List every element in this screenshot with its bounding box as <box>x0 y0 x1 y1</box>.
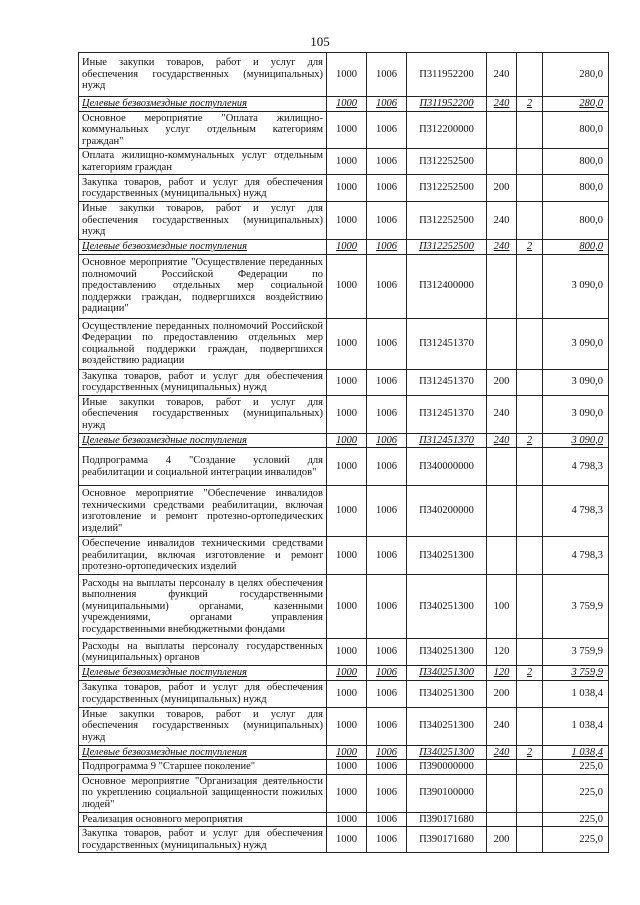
cell-section: 1000 <box>327 448 367 486</box>
table-row <box>79 149 609 175</box>
cell-amount: 3 090,0 <box>543 433 609 448</box>
cell-expense-type: 120 <box>487 666 517 681</box>
cell-expense-type <box>487 774 517 812</box>
cell-source <box>517 202 543 240</box>
cell-amount: 225,0 <box>543 827 609 853</box>
cell-expense-type: 240 <box>487 745 517 760</box>
cell-expense-type <box>487 448 517 486</box>
cell-subsection: 1006 <box>367 149 407 175</box>
cell-source <box>517 760 543 775</box>
cell-source <box>517 707 543 745</box>
cell-amount: 800,0 <box>543 240 609 255</box>
cell-subsection: 1006 <box>367 433 407 448</box>
cell-section: 1000 <box>327 707 367 745</box>
cell-amount: 800,0 <box>543 202 609 240</box>
cell-source <box>517 149 543 175</box>
cell-target-article: П340251300 <box>407 537 487 575</box>
cell-target-article: П312252500 <box>407 202 487 240</box>
table-row <box>79 537 609 575</box>
cell-section: 1000 <box>327 680 367 707</box>
cell-source: 2 <box>517 666 543 681</box>
cell-expense-type: 240 <box>487 433 517 448</box>
table-row <box>79 486 609 537</box>
cell-target-article: П312451370 <box>407 369 487 395</box>
cell-expense-type: 200 <box>487 369 517 395</box>
cell-source <box>517 575 543 639</box>
cell-section: 1000 <box>327 53 367 97</box>
cell-name: Иные закупки товаров, работ и услуг для обеспечения государственных (муниципальных) нужд <box>79 395 327 433</box>
budget-table-body <box>79 53 609 853</box>
cell-target-article: П340251300 <box>407 666 487 681</box>
cell-expense-type <box>487 111 517 149</box>
cell-source: 2 <box>517 433 543 448</box>
cell-subsection: 1006 <box>367 97 407 112</box>
table-row-grant <box>79 240 609 255</box>
cell-name: Целевые безвозмездные поступления <box>79 433 327 448</box>
cell-amount: 225,0 <box>543 760 609 775</box>
cell-amount: 225,0 <box>543 812 609 827</box>
cell-subsection: 1006 <box>367 639 407 666</box>
cell-subsection: 1006 <box>367 318 407 369</box>
cell-source: 2 <box>517 745 543 760</box>
cell-subsection: 1006 <box>367 537 407 575</box>
cell-expense-type: 240 <box>487 53 517 97</box>
table-row-grant <box>79 97 609 112</box>
cell-target-article: П340000000 <box>407 448 487 486</box>
cell-name: Иные закупки товаров, работ и услуг для обеспечения государственных (муниципальных) нужд <box>79 53 327 97</box>
cell-expense-type: 240 <box>487 707 517 745</box>
table-row-grant <box>79 666 609 681</box>
cell-section: 1000 <box>327 760 367 775</box>
cell-section: 1000 <box>327 149 367 175</box>
cell-amount: 800,0 <box>543 111 609 149</box>
cell-section: 1000 <box>327 486 367 537</box>
cell-subsection: 1006 <box>367 395 407 433</box>
cell-section: 1000 <box>327 318 367 369</box>
cell-source <box>517 254 543 318</box>
cell-subsection: 1006 <box>367 240 407 255</box>
cell-name: Иные закупки товаров, работ и услуг для обеспечения государственных (муниципальных) нужд <box>79 202 327 240</box>
cell-section: 1000 <box>327 774 367 812</box>
cell-target-article: П311952200 <box>407 53 487 97</box>
cell-expense-type <box>487 149 517 175</box>
cell-section: 1000 <box>327 202 367 240</box>
cell-name: Расходы на выплаты персоналу в целях обеспечения выполнения функций государственными (муниципальными) органами, казенными учреждениями, органами управления государственными внебюджетными фондами <box>79 575 327 639</box>
cell-target-article: П312252500 <box>407 149 487 175</box>
cell-section: 1000 <box>327 111 367 149</box>
cell-amount: 225,0 <box>543 774 609 812</box>
cell-amount: 1 038,4 <box>543 680 609 707</box>
cell-name: Подпрограмма 9 "Старшее поколение" <box>79 760 327 775</box>
cell-expense-type <box>487 812 517 827</box>
cell-subsection: 1006 <box>367 745 407 760</box>
cell-amount: 3 090,0 <box>543 254 609 318</box>
cell-subsection: 1006 <box>367 202 407 240</box>
cell-source <box>517 448 543 486</box>
cell-target-article: П340251300 <box>407 680 487 707</box>
cell-target-article: П390171680 <box>407 827 487 853</box>
cell-name: Подпрограмма 4 "Создание условий для реабилитации и социальной интеграции инвалидов" <box>79 448 327 486</box>
table-row <box>79 369 609 395</box>
cell-name: Целевые безвозмездные поступления <box>79 666 327 681</box>
cell-name: Целевые безвозмездные поступления <box>79 240 327 255</box>
cell-section: 1000 <box>327 240 367 255</box>
cell-name: Закупка товаров, работ и услуг для обеспечения государственных (муниципальных) нужд <box>79 369 327 395</box>
cell-source <box>517 486 543 537</box>
cell-subsection: 1006 <box>367 680 407 707</box>
table-row <box>79 448 609 486</box>
cell-amount: 280,0 <box>543 53 609 97</box>
table-row-grant <box>79 433 609 448</box>
cell-amount: 3 090,0 <box>543 318 609 369</box>
table-row <box>79 202 609 240</box>
cell-name: Основное мероприятие "Оплата жилищно-коммунальных услуг отдельным категориям граждан" <box>79 111 327 149</box>
cell-source <box>517 111 543 149</box>
cell-amount: 3 090,0 <box>543 369 609 395</box>
cell-expense-type <box>487 486 517 537</box>
cell-subsection: 1006 <box>367 175 407 202</box>
cell-section: 1000 <box>327 745 367 760</box>
cell-source <box>517 827 543 853</box>
cell-amount: 3 759,9 <box>543 639 609 666</box>
cell-amount: 3 090,0 <box>543 395 609 433</box>
table-row <box>79 680 609 707</box>
cell-source: 2 <box>517 97 543 112</box>
cell-name: Обеспечение инвалидов техническими средствами реабилитации, включая изготовление и ремонт протезно-ортопедических изделий <box>79 537 327 575</box>
cell-amount: 4 798,3 <box>543 537 609 575</box>
cell-target-article: П340200000 <box>407 486 487 537</box>
cell-subsection: 1006 <box>367 774 407 812</box>
cell-subsection: 1006 <box>367 254 407 318</box>
cell-source <box>517 175 543 202</box>
cell-name: Расходы на выплаты персоналу государственных (муниципальных) органов <box>79 639 327 666</box>
cell-section: 1000 <box>327 827 367 853</box>
cell-name: Закупка товаров, работ и услуг для обеспечения государственных (муниципальных) нужд <box>79 680 327 707</box>
cell-source <box>517 639 543 666</box>
cell-subsection: 1006 <box>367 812 407 827</box>
cell-expense-type: 240 <box>487 395 517 433</box>
cell-target-article: П340251300 <box>407 745 487 760</box>
table-row <box>79 639 609 666</box>
cell-section: 1000 <box>327 433 367 448</box>
cell-source <box>517 318 543 369</box>
cell-amount: 800,0 <box>543 149 609 175</box>
cell-subsection: 1006 <box>367 827 407 853</box>
cell-subsection: 1006 <box>367 707 407 745</box>
cell-expense-type: 100 <box>487 575 517 639</box>
table-row <box>79 175 609 202</box>
page-number: 105 <box>310 34 330 49</box>
table-row <box>79 575 609 639</box>
cell-expense-type: 240 <box>487 240 517 255</box>
cell-target-article: П312252500 <box>407 175 487 202</box>
cell-amount: 800,0 <box>543 175 609 202</box>
table-row <box>79 774 609 812</box>
cell-amount: 4 798,3 <box>543 448 609 486</box>
cell-target-article: П312451370 <box>407 433 487 448</box>
table-row <box>79 111 609 149</box>
cell-section: 1000 <box>327 666 367 681</box>
cell-section: 1000 <box>327 97 367 112</box>
cell-subsection: 1006 <box>367 111 407 149</box>
cell-source <box>517 680 543 707</box>
cell-source <box>517 537 543 575</box>
cell-expense-type: 200 <box>487 175 517 202</box>
cell-source <box>517 53 543 97</box>
cell-name: Закупка товаров, работ и услуг для обеспечения государственных (муниципальных) нужд <box>79 175 327 202</box>
cell-expense-type <box>487 537 517 575</box>
cell-section: 1000 <box>327 175 367 202</box>
cell-target-article: П390100000 <box>407 774 487 812</box>
cell-target-article: П312400000 <box>407 254 487 318</box>
table-row <box>79 812 609 827</box>
cell-subsection: 1006 <box>367 666 407 681</box>
cell-name: Закупка товаров, работ и услуг для обеспечения государственных (муниципальных) нужд <box>79 827 327 853</box>
table-row <box>79 827 609 853</box>
cell-name: Целевые безвозмездные поступления <box>79 745 327 760</box>
cell-name: Целевые безвозмездные поступления <box>79 97 327 112</box>
table-row <box>79 395 609 433</box>
cell-amount: 3 759,9 <box>543 575 609 639</box>
cell-expense-type: 200 <box>487 827 517 853</box>
cell-target-article: П340251300 <box>407 575 487 639</box>
cell-section: 1000 <box>327 254 367 318</box>
cell-name: Иные закупки товаров, работ и услуг для обеспечения государственных (муниципальных) нужд <box>79 707 327 745</box>
cell-section: 1000 <box>327 575 367 639</box>
cell-amount: 1 038,4 <box>543 707 609 745</box>
cell-subsection: 1006 <box>367 486 407 537</box>
cell-section: 1000 <box>327 395 367 433</box>
cell-subsection: 1006 <box>367 575 407 639</box>
cell-section: 1000 <box>327 812 367 827</box>
cell-subsection: 1006 <box>367 448 407 486</box>
cell-subsection: 1006 <box>367 53 407 97</box>
cell-source <box>517 395 543 433</box>
cell-target-article: П312200000 <box>407 111 487 149</box>
cell-target-article: П390171680 <box>407 812 487 827</box>
budget-table <box>78 52 609 853</box>
cell-name: Реализация основного мероприятия <box>79 812 327 827</box>
cell-subsection: 1006 <box>367 369 407 395</box>
table-row-grant <box>79 745 609 760</box>
cell-target-article: П340251300 <box>407 707 487 745</box>
table-row <box>79 707 609 745</box>
cell-name: Основное мероприятие "Организация деятельности по укреплению социальной защищенности пожилых людей" <box>79 774 327 812</box>
cell-source <box>517 812 543 827</box>
cell-subsection: 1006 <box>367 760 407 775</box>
cell-target-article: П390000000 <box>407 760 487 775</box>
cell-section: 1000 <box>327 639 367 666</box>
cell-expense-type <box>487 760 517 775</box>
cell-name: Оплата жилищно-коммунальных услуг отдельным категориям граждан <box>79 149 327 175</box>
cell-amount: 1 038,4 <box>543 745 609 760</box>
cell-target-article: П312252500 <box>407 240 487 255</box>
cell-expense-type <box>487 254 517 318</box>
table-row <box>79 318 609 369</box>
cell-target-article: П311952200 <box>407 97 487 112</box>
cell-target-article: П340251300 <box>407 639 487 666</box>
cell-source <box>517 369 543 395</box>
cell-name: Основное мероприятие "Обеспечение инвалидов техническими средствами реабилитации, включая изготовление и ремонт протезно-ортопедических изделий" <box>79 486 327 537</box>
cell-amount: 3 759,9 <box>543 666 609 681</box>
cell-amount: 4 798,3 <box>543 486 609 537</box>
cell-source: 2 <box>517 240 543 255</box>
cell-amount: 280,0 <box>543 97 609 112</box>
cell-target-article: П312451370 <box>407 395 487 433</box>
cell-expense-type: 200 <box>487 680 517 707</box>
cell-expense-type: 240 <box>487 97 517 112</box>
cell-expense-type: 120 <box>487 639 517 666</box>
table-row <box>79 254 609 318</box>
cell-target-article: П312451370 <box>407 318 487 369</box>
cell-expense-type: 240 <box>487 202 517 240</box>
cell-section: 1000 <box>327 537 367 575</box>
table-row <box>79 53 609 97</box>
table-row <box>79 760 609 775</box>
cell-expense-type <box>487 318 517 369</box>
cell-source <box>517 774 543 812</box>
cell-name: Основное мероприятие "Осуществление переданных полномочий Российской Федерации по предоставлению отдельных мер социальной поддержки граждан, подвергшихся воздействию радиации" <box>79 254 327 318</box>
cell-name: Осуществление переданных полномочий Российской Федерации по предоставлению отдельных мер социальной поддержки граждан, подвергшихся воздействию радиации <box>79 318 327 369</box>
cell-section: 1000 <box>327 369 367 395</box>
